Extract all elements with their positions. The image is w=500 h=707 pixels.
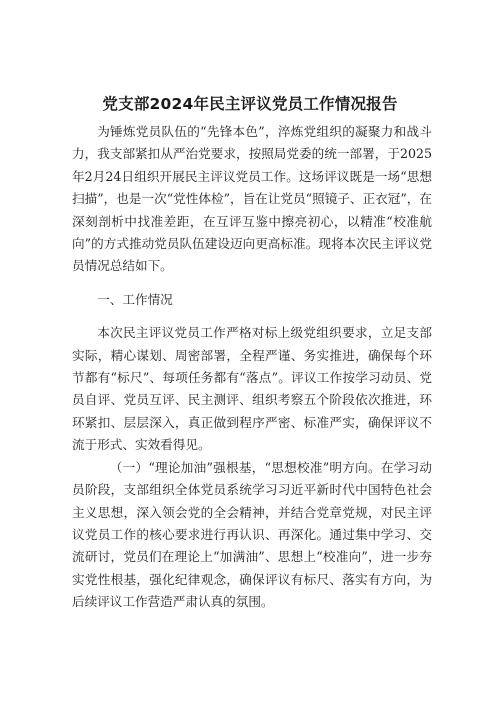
intro-paragraph: 为锤炼党员队伍的“先锋本色”，淬炼党组织的凝聚力和战斗力，我支部紧扣从严治党要求，按照局党委的统一部署，于2025年2月24日组织开展民主评议党员工作。这场评议既是一场“思想扫描”，也是一次“党性体检”，旨在让党员“照镜子、正衣冠”，在深刻剖析中找准差距，在互评互鉴中擦亮初心，以精准“校准航向”的方式推动党员队伍建设迈向更高标准。现将本次民主评议党员情况总结如下。 bbox=[72, 124, 432, 274]
section-heading-work-status: 一、工作情况 bbox=[97, 291, 173, 307]
subsection-theory-paragraph: （一）“理论加油”强根基，“思想校准”明方向。在学习动员阶段，支部组织全体党员系统学习习近平新时代中国特色社会主义思想，深入领会党的全会精神，并结合党章党规，对民主评议党员工作的核心要求进行再认识、再深化。通过集中学习、交流研讨，党员们在理论上“加满油”、思想上“校准向”，进一步夯实党性根基，强化纪律观念，确保评议有标尺、落实有方向，为后续评议工作营造严肃认真的氛围。 bbox=[72, 459, 432, 610]
page-title: 党支部2024年民主评议党员工作情况报告 bbox=[102, 95, 398, 113]
work-status-paragraph: 本次民主评议党员工作严格对标上级党组织要求，立足支部实际，精心谋划、周密部署，全程严谨、务实推进，确保每个环节都有“标尺”、每项任务都有“落点”。评议工作按学习动员、党员自评、党员互评、民主测评、组织考察五个阶段依次推进，环环紧扣、层层深入，真正做到程序严密、标准严实，确保评议不流于形式、实效看得见。 bbox=[72, 325, 432, 453]
document-body bbox=[72, 121, 432, 614]
